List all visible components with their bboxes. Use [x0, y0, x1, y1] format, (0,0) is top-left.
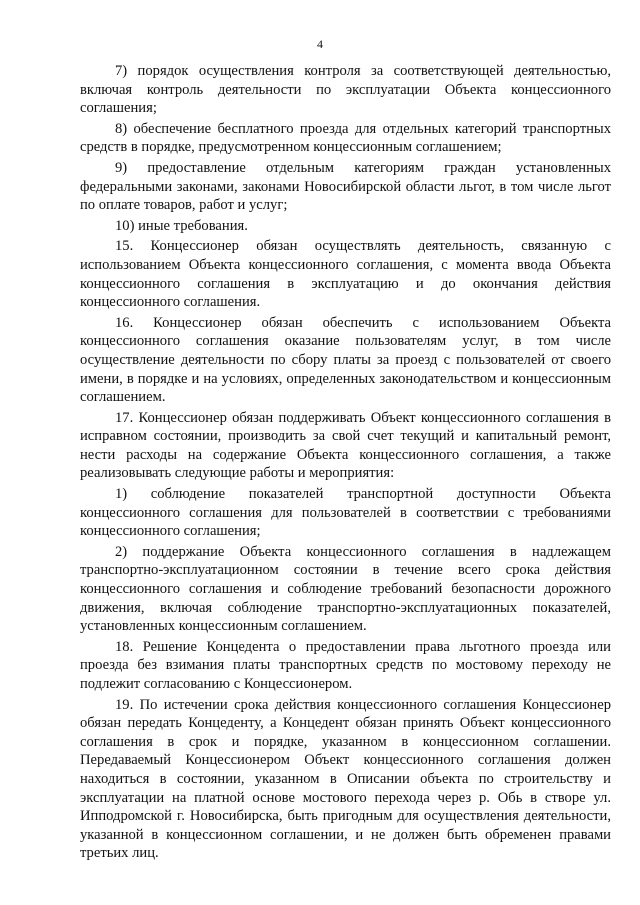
paragraph-subitem-1: 1) соблюдение показателей транспортной доступности Объекта концессионного соглашения для пользователей в соответствии с требованиями концессионного соглашения; — [80, 486, 611, 540]
paragraph-subitem-2: 2) поддержание Объекта концессионного соглашения в надлежащем транспортно-эксплуатационном состоянии в течение всего срока действия концессионного соглашения и соблюдение требований безопасности дорожного движения, включая соблюдение транспортно-эксплуатационных показателей, установленных концессионным соглашением. — [80, 543, 611, 635]
paragraph-item-7: 7) порядок осуществления контроля за соответствующей деятельностью, включая контроль деятельности по эксплуатации Объекта концессионного соглашения; — [80, 63, 611, 117]
paragraph-clause-18: 18. Решение Концедента о предоставлении права льготного проезда или проезда без взимания платы транспортных средств по мостовому переходу не подлежит согласованию с Концессионером. — [80, 638, 611, 692]
paragraph-item-9: 9) предоставление отдельным категориям граждан установленных федеральными законами, законами Новосибирской области льгот, в том числе льгот по оплате товаров, работ и услуг; — [80, 159, 611, 214]
paragraph-clause-16: 16. Концессионер обязан обеспечить с использованием Объекта концессионного соглашения оказание пользователям услуг, в том числе осуществление деятельности по сбору платы за проезд с пользователей от своего имени, в порядке и на условиях, определенных законодательством и концессионным соглашением. — [80, 314, 611, 406]
page-number: 4 — [317, 37, 323, 51]
paragraph-clause-17: 17. Концессионер обязан поддерживать Объект концессионного соглашения в исправном состоянии, производить за свой счет текущий и капитальный ремонт, нести расходы на содержание Объекта концессионного соглашения, а также реализовывать следующие работы и мероприятия: — [80, 409, 611, 482]
paragraph-clause-15: 15. Концессионер обязан осуществлять деятельность, связанную с использованием Объекта концессионного соглашения, с момента ввода Объекта концессионного соглашения в эксплуатацию и до окончания действия концессионного соглашения. — [80, 238, 611, 311]
document-body — [80, 62, 611, 865]
paragraph-clause-19: 19. По истечении срока действия концессионного соглашения Концессионер обязан передать Концеденту, а Концедент обязан принять Объект концессионного соглашения в срок и порядке, указанном в концессионном соглашении. Передаваемый Концессионером Объект концессионного соглашения должен находиться в состоянии, указанном в Описании объекта по строительству и эксплуатации на платной основе мостового перехода через р. Обь в створе ул. Ипподромской г. Новосибирска, быть пригодным для осуществления деятельности, указанной в концессионном соглашении, и не должен быть обременен правами третьих лиц. — [80, 696, 611, 862]
paragraph-item-10: 10) иные требования. — [115, 217, 248, 234]
paragraph-item-8: 8) обеспечение бесплатного проезда для отдельных категорий транспортных средств в порядке, предусмотренном концессионным соглашением; — [80, 120, 611, 156]
